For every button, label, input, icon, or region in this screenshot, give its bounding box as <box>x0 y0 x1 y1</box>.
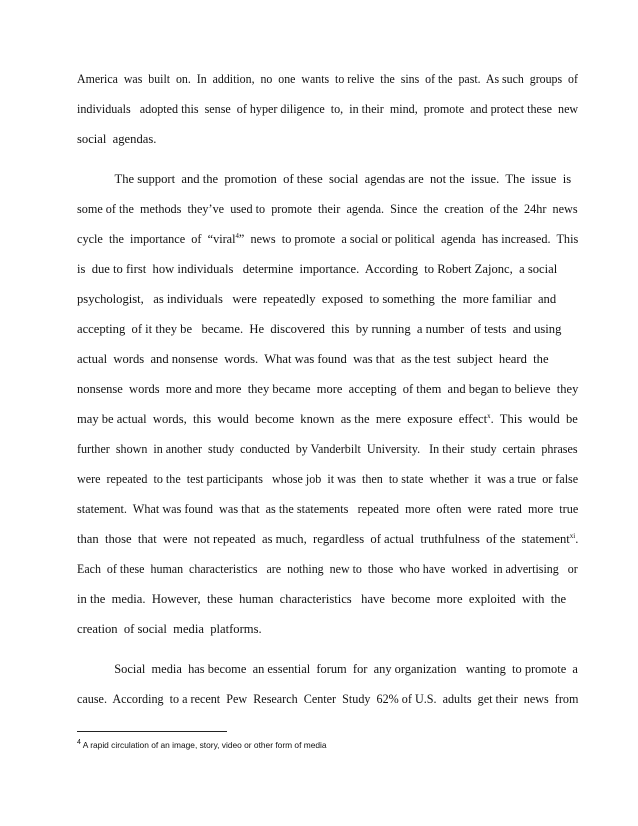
footnote-text: A rapid circulation of an image, story, video or other form of media <box>80 740 327 750</box>
body-line-6 <box>77 232 578 246</box>
body-line-17: Each of these human characteristics are nothing new to those who have worked in advertising or <box>77 562 578 576</box>
body-line-3: social agendas. <box>77 132 157 146</box>
body-line-6-start: cycle the importance of “viral <box>77 232 236 246</box>
body-line-12-start: may be actual words, this would become known as the mere exposure effect <box>77 412 488 426</box>
body-line-14: were repeated to the test participants whose job it was then to state whether it was a true or false <box>77 472 579 486</box>
body-line-9: accepting of it they be became. He discovered this by running a number of tests and using <box>77 322 562 336</box>
body-line-15: statement. What was found was that as the statements repeated more often were rated more true <box>77 502 579 516</box>
body-line-12 <box>77 412 578 426</box>
footnote-ref-4: 4 <box>235 231 239 240</box>
body-line-2: individuals adopted this sense of hyper diligence to, in their mind, promote and protect these new <box>77 102 579 116</box>
footnote-marker: 4 <box>77 739 81 747</box>
body-line-18: in the media. However, these human characteristics have become more exploited with the <box>77 592 567 606</box>
body-line-16 <box>77 532 578 546</box>
body-line-16-end: . <box>575 532 579 546</box>
body-line-6-end: ” news to promote a social or political agenda has increased. This <box>238 232 579 246</box>
body-line-1: America was built on. In addition, no one wants to relive the sins of the past. As such groups of <box>77 72 578 86</box>
body-line-8: psychologist, as individuals were repeatedly exposed to something the more familiar and <box>77 292 557 306</box>
endnote-ref-x: x <box>487 411 491 420</box>
body-line-21: cause. According to a recent Pew Research Center Study 62% of U.S. adults get their news from <box>77 692 579 706</box>
footnote-separator <box>77 731 227 732</box>
body-line-13: further shown in another study conducted by Vanderbilt University. In their study certain phrases <box>77 442 578 456</box>
body-line-4: The support and the promotion of these social agendas are not the issue. The issue is <box>77 172 572 186</box>
body-line-7: is due to first how individuals determine importance. According to Robert Zajonc, a social <box>77 262 558 276</box>
endnote-ref-xi: xi <box>569 531 576 540</box>
body-line-10: actual words and nonsense words. What was found was that as the test subject heard the <box>77 352 549 366</box>
body-line-20: Social media has become an essential forum for any organization wanting to promote a <box>77 662 578 676</box>
body-line-19: creation of social media platforms. <box>77 622 262 636</box>
body-line-16-start: than those that were not repeated as much, regardless of actual truthfulness of the statement <box>77 532 570 546</box>
body-line-12-end: . This would be <box>490 412 578 426</box>
body-line-5: some of the methods they’ve used to promote their agenda. Since the creation of the 24hr news <box>77 202 578 216</box>
footnote <box>77 740 327 751</box>
body-line-11: nonsense words more and more they became more accepting of them and began to believe they <box>77 382 579 396</box>
